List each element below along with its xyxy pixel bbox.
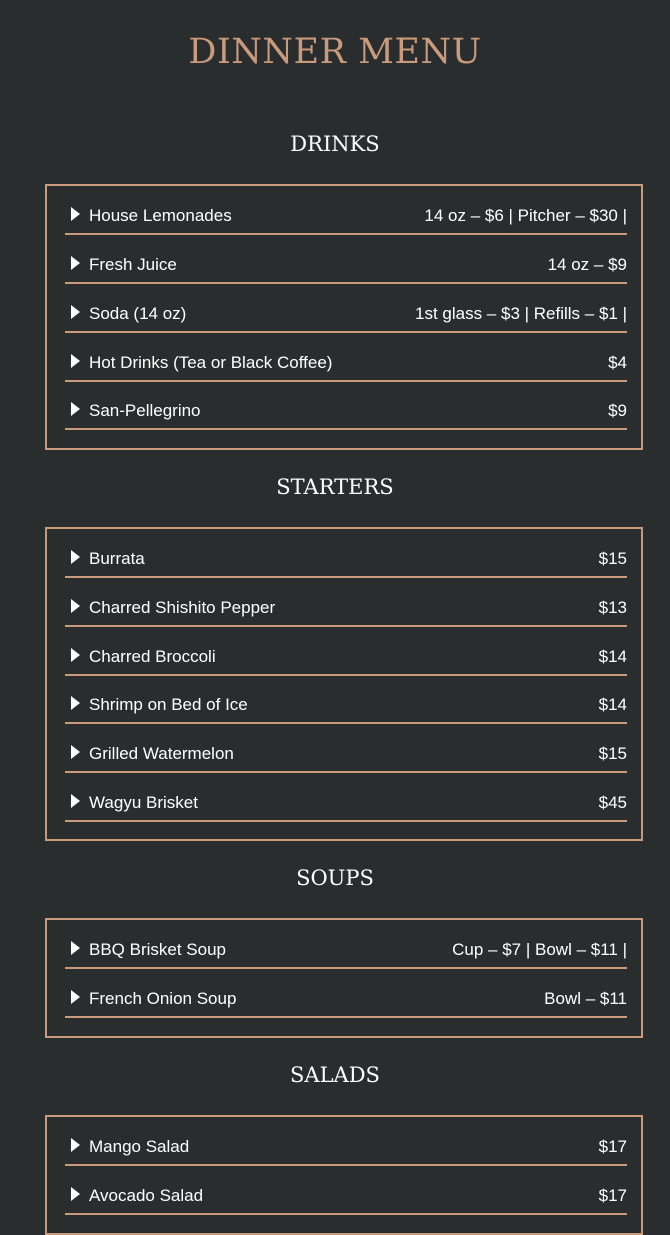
item-price: $4: [608, 353, 627, 372]
menu-item-grilled-watermelon[interactable]: [65, 724, 627, 773]
item-price: 14 oz – $9: [547, 255, 627, 274]
item-name: Avocado Salad: [89, 1186, 204, 1205]
triangle-right-icon: [71, 696, 80, 710]
item-price: $15: [598, 549, 627, 568]
menu-item-avocado-salad[interactable]: [65, 1166, 627, 1215]
item-price: $17: [598, 1137, 627, 1156]
triangle-right-icon: [71, 402, 80, 416]
item-name: Charred Shishito Pepper: [89, 598, 276, 617]
item-name: Burrata: [89, 549, 145, 568]
item-price: Cup – $7 | Bowl – $11 |: [452, 940, 627, 959]
menu-item-house-lemonades[interactable]: [65, 186, 627, 235]
item-name: Wagyu Brisket: [89, 793, 198, 812]
item-price: $17: [598, 1186, 627, 1205]
menu-item-french-onion-soup[interactable]: [65, 969, 627, 1018]
triangle-right-icon: [71, 207, 80, 221]
item-name: Shrimp on Bed of Ice: [89, 695, 248, 714]
triangle-right-icon: [71, 745, 80, 759]
triangle-right-icon: [71, 354, 80, 368]
triangle-right-icon: [71, 1187, 80, 1201]
menu-item-fresh-juice[interactable]: [65, 235, 627, 284]
menu-item-wagyu-brisket[interactable]: [65, 773, 627, 822]
item-price: $14: [598, 695, 627, 714]
triangle-right-icon: [71, 941, 80, 955]
item-name: French Onion Soup: [89, 989, 237, 1008]
section-title-drinks: DRINKS: [290, 132, 380, 156]
page-title: DINNER MENU: [188, 32, 482, 72]
item-name: House Lemonades: [89, 206, 232, 225]
salads-list: [45, 1115, 643, 1235]
item-name: Fresh Juice: [89, 255, 177, 274]
item-name: Charred Broccoli: [89, 647, 216, 666]
menu-item-hot-drinks[interactable]: [65, 333, 627, 382]
drinks-list: [45, 184, 643, 450]
section-title-salads: SALADS: [290, 1063, 380, 1087]
menu-item-charred-shishito-pepper[interactable]: [65, 578, 627, 627]
menu-item-bbq-brisket-soup[interactable]: [65, 920, 627, 969]
item-price: $13: [598, 598, 627, 617]
triangle-right-icon: [71, 305, 80, 319]
item-price: $15: [598, 744, 627, 763]
item-name: Grilled Watermelon: [89, 744, 234, 763]
menu-item-mango-salad[interactable]: [65, 1117, 627, 1166]
triangle-right-icon: [71, 256, 80, 270]
menu-item-shrimp-on-bed-of-ice[interactable]: [65, 675, 627, 724]
triangle-right-icon: [71, 648, 80, 662]
menu-item-san-pellegrino[interactable]: [65, 381, 627, 430]
item-price: $9: [608, 401, 627, 420]
triangle-right-icon: [71, 990, 80, 1004]
item-price: $14: [598, 647, 627, 666]
menu-item-soda[interactable]: [65, 284, 627, 333]
item-price: 14 oz – $6 | Pitcher – $30 |: [424, 206, 627, 225]
menu-item-burrata[interactable]: [65, 529, 627, 578]
section-title-starters: STARTERS: [276, 475, 394, 499]
triangle-right-icon: [71, 1138, 80, 1152]
soups-list: [45, 918, 643, 1038]
item-name: Mango Salad: [89, 1137, 190, 1156]
triangle-right-icon: [71, 794, 80, 808]
item-price: $45: [598, 793, 627, 812]
item-price: 1st glass – $3 | Refills – $1 |: [415, 304, 627, 323]
item-name: San-Pellegrino: [89, 401, 201, 420]
starters-list: [45, 527, 643, 841]
menu-item-charred-broccoli[interactable]: [65, 627, 627, 676]
section-title-soups: SOUPS: [296, 866, 374, 890]
item-price: Bowl – $11: [544, 989, 627, 1008]
triangle-right-icon: [71, 599, 80, 613]
item-name: BBQ Brisket Soup: [89, 940, 227, 959]
item-name: Hot Drinks (Tea or Black Coffee): [89, 353, 333, 372]
item-name: Soda (14 oz): [89, 304, 187, 323]
triangle-right-icon: [71, 550, 80, 564]
